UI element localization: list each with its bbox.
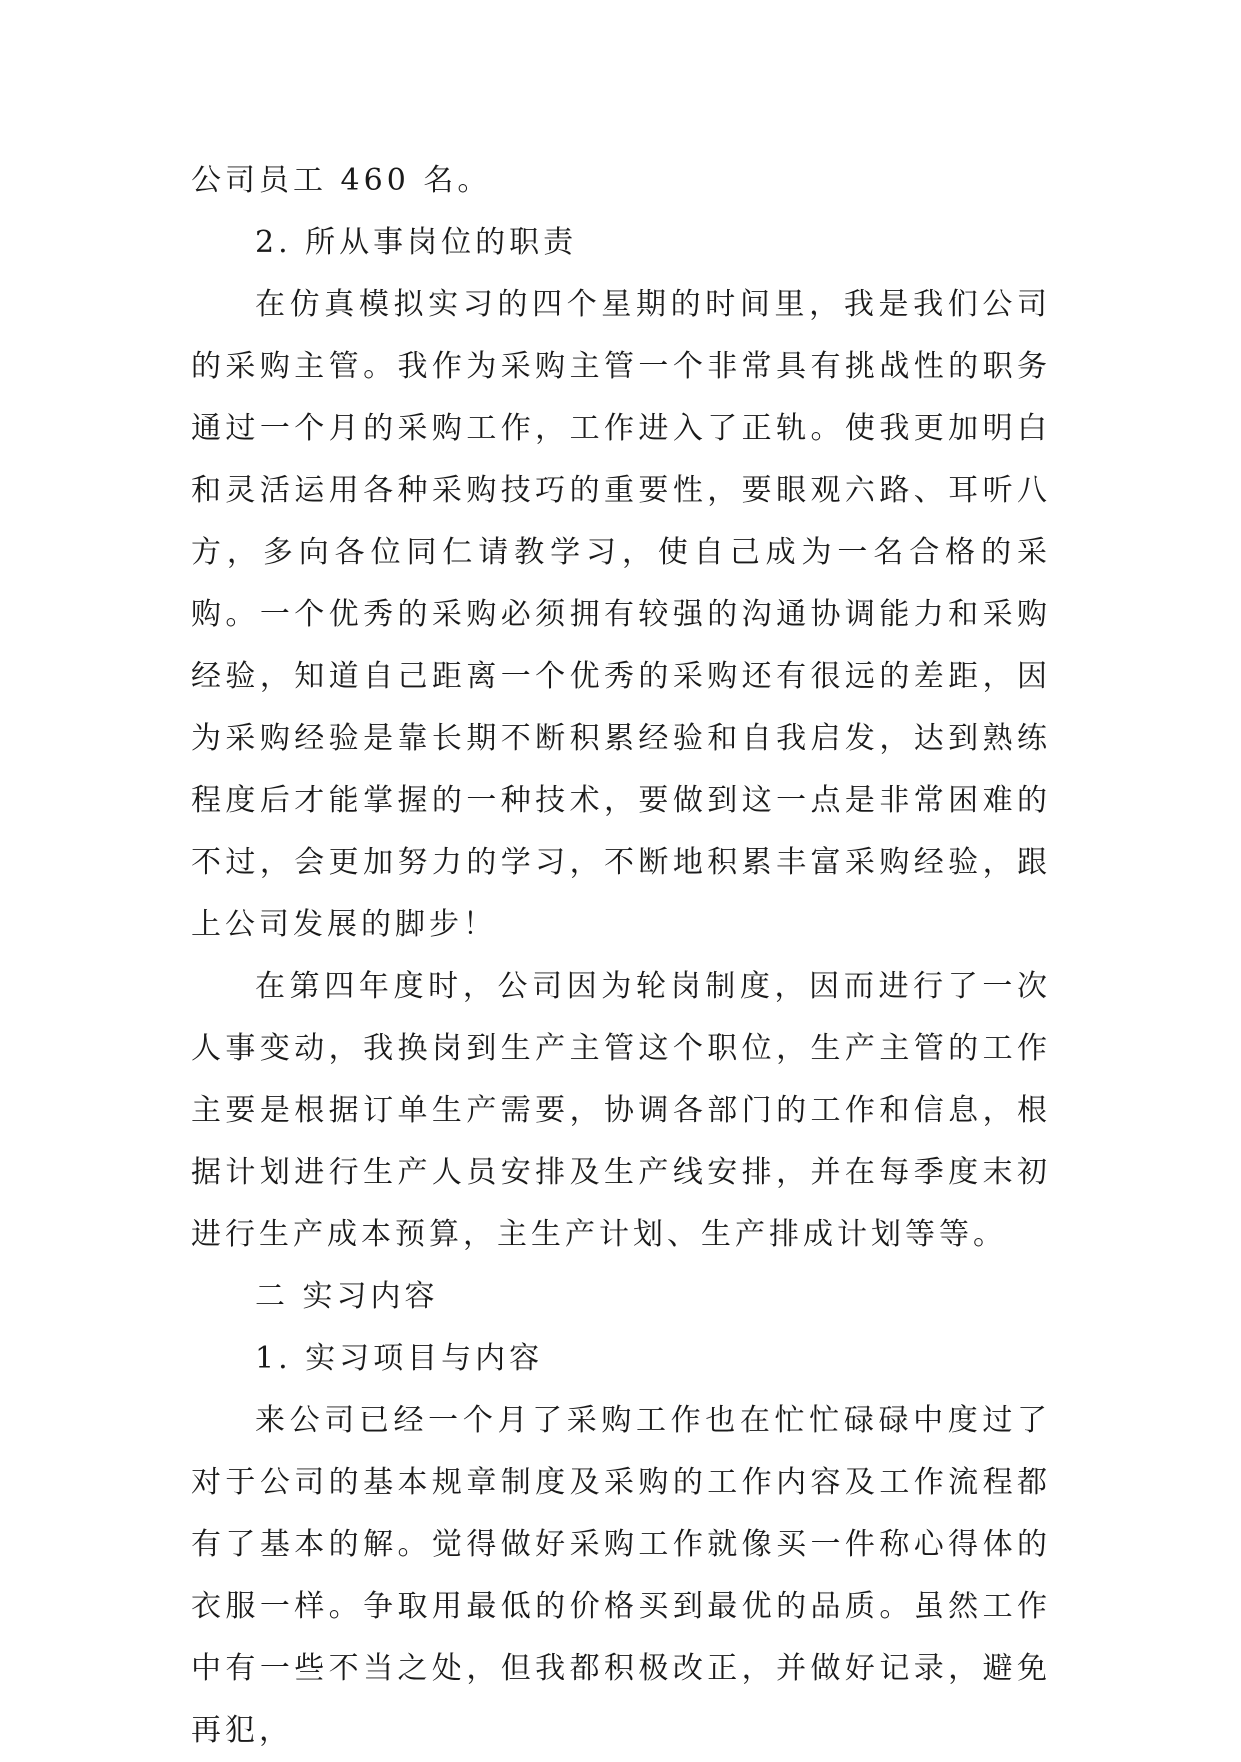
paragraph-purchasing-experience: 来公司已经一个月了采购工作也在忙忙碌碌中度过了对于公司的基本规章制度及采购的工作内容及工作流程都有了基本的解。觉得做好采购工作就像买一件称心得体的衣服一样。争取用最低的价格买到最优的品质。虽然工作中有一些不当之处，但我都积极改正，并做好记录，避免再犯， [191, 1403, 1051, 1748]
section-heading-internship-content: 二 实习内容 [255, 1279, 439, 1314]
paragraph-production-role: 在第四年度时，公司因为轮岗制度，因而进行了一次人事变动，我换岗到生产主管这个职位，生产主管的工作主要是根据订单生产需要，协调各部门的工作和信息，根据计划进行生产人员安排及生产线安排，并在每季度末初进行生产成本预算，主生产计划、生产排成计划等等。 [191, 969, 1051, 1252]
paragraph-purchasing-role: 在仿真模拟实习的四个星期的时间里，我是我们公司的采购主管。我作为采购主管一个非常具有挑战性的职务通过一个月的采购工作，工作进入了正轨。使我更加明白和灵活运用各种采购技巧的重要性，要眼观六路、耳听八方，多向各位同仁请教学习，使自己成为一名合格的采购。一个优秀的采购必须拥有较强的沟通协调能力和采购经验，知道自己距离一个优秀的采购还有很远的差距，因为采购经验是靠长期不断积累经验和自我启发，达到熟练程度后才能掌握的一种技术，要做到这一点是非常困难的不过，会更加努力的学习，不断地积累丰富采购经验，跟上公司发展的脚步！ [191, 287, 1051, 942]
document-body [191, 150, 1051, 1762]
subheading-job-duties: 2. 所从事岗位的职责 [255, 225, 578, 260]
subheading-projects-and-content: 1. 实习项目与内容 [255, 1341, 544, 1376]
paragraph-staff-count: 公司员工 460 名。 [191, 163, 492, 198]
